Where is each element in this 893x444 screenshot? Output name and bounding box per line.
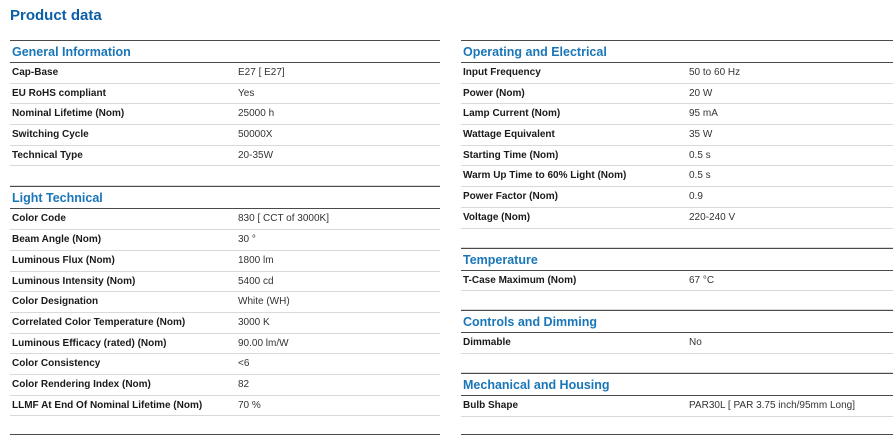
left-column <box>10 40 440 416</box>
spec-label: Color Code <box>12 213 66 225</box>
spec-value: 0.5 s <box>689 149 711 161</box>
spec-label: T-Case Maximum (Nom) <box>463 274 577 286</box>
spec-row-dimmable <box>461 333 893 354</box>
spec-label: Starting Time (Nom) <box>463 149 559 161</box>
spec-value: E27 [ E27] <box>238 67 285 78</box>
spec-value: 67 °C <box>689 274 715 286</box>
spec-row-luminous-flux <box>10 251 440 272</box>
spec-value: 25000 h <box>238 108 275 120</box>
spec-value: <6 <box>238 358 250 370</box>
spec-label: Correlated Color Temperature (Nom) <box>12 316 186 328</box>
spec-label: Switching Cycle <box>12 129 89 141</box>
spec-label: Nominal Lifetime (Nom) <box>12 108 125 120</box>
spacer <box>461 291 893 310</box>
spec-row-wattage-equivalent <box>461 125 893 146</box>
section-header: Controls and Dimming <box>461 310 893 333</box>
spec-row-switching-cycle <box>10 125 440 146</box>
spec-label: Luminous Flux (Nom) <box>12 254 115 266</box>
spec-row-color-designation <box>10 292 440 313</box>
spec-label: Technical Type <box>12 149 83 161</box>
spec-value: 70 % <box>238 399 261 411</box>
section-header: Operating and Electrical <box>461 40 893 63</box>
spec-row-color-consistency <box>10 354 440 375</box>
spec-row-beam-angle <box>10 230 440 251</box>
spec-label: Cap-Base <box>12 67 59 78</box>
spec-row-starting-time <box>461 146 893 167</box>
spec-row-cri <box>10 375 440 396</box>
spec-row-luminous-intensity <box>10 272 440 293</box>
spacer <box>461 354 893 373</box>
spec-value: 30 ° <box>238 234 256 246</box>
spec-value: 82 <box>238 378 250 390</box>
spec-row-technical-type <box>10 146 440 167</box>
spec-value: 5400 cd <box>238 275 274 287</box>
spec-label: Lamp Current (Nom) <box>463 108 561 120</box>
spec-value: 50000X <box>238 129 273 141</box>
section-header: Light Technical <box>10 186 440 209</box>
spec-value: No <box>689 337 702 349</box>
section-temperature <box>461 248 893 311</box>
bottom-rule-left <box>10 434 440 435</box>
spec-label: Bulb Shape <box>463 399 519 411</box>
spec-label: Wattage Equivalent <box>463 129 555 141</box>
spec-row-voltage <box>461 208 893 229</box>
spec-value: PAR30L [ PAR 3.75 inch/95mm Long] <box>689 399 856 411</box>
spec-value: 1800 lm <box>238 254 274 266</box>
section-general-information <box>10 40 440 186</box>
spec-row-power-factor <box>461 187 893 208</box>
spec-row-luminous-efficacy <box>10 334 440 355</box>
spec-label: Color Rendering Index (Nom) <box>12 378 151 390</box>
spec-label: Input Frequency <box>463 67 541 78</box>
right-column <box>461 40 893 417</box>
spec-value: 20-35W <box>238 149 274 161</box>
spec-value: 95 mA <box>689 108 718 120</box>
spec-value: 20 W <box>689 87 713 99</box>
spec-label: Beam Angle (Nom) <box>12 234 102 246</box>
spec-label: Dimmable <box>463 337 511 349</box>
spec-row-input-frequency <box>461 63 893 84</box>
section-header: General Information <box>10 40 440 63</box>
spec-value: Yes <box>238 87 255 99</box>
section-light-technical <box>10 186 440 416</box>
spec-label: Warm Up Time to 60% Light (Nom) <box>463 170 627 182</box>
section-operating-electrical <box>461 40 893 248</box>
spec-row-lamp-current <box>461 104 893 125</box>
spec-row-cap-base <box>10 63 440 84</box>
spacer <box>10 166 440 186</box>
spec-label: Color Consistency <box>12 358 101 370</box>
section-controls-dimming <box>461 310 893 373</box>
spec-value: 90.00 lm/W <box>238 337 289 349</box>
spec-row-color-code <box>10 209 440 230</box>
spec-value: 220-240 V <box>689 211 736 223</box>
spec-row-t-case-maximum <box>461 271 893 292</box>
spec-label: Voltage (Nom) <box>463 211 531 223</box>
spec-value: 0.5 s <box>689 170 711 182</box>
section-header: Mechanical and Housing <box>461 373 893 396</box>
spec-row-nominal-lifetime <box>10 104 440 125</box>
spec-value: 3000 K <box>238 316 270 328</box>
spec-row-warm-up-time <box>461 166 893 187</box>
spec-label: Power (Nom) <box>463 87 525 99</box>
spec-label: Color Designation <box>12 296 99 308</box>
section-header: Temperature <box>461 248 893 271</box>
spec-value: 830 [ CCT of 3000K] <box>238 213 329 225</box>
spec-label: EU RoHS compliant <box>12 87 106 99</box>
spec-row-power <box>461 84 893 105</box>
spacer <box>461 229 893 248</box>
spec-row-bulb-shape <box>461 396 893 417</box>
spec-label: LLMF At End Of Nominal Lifetime (Nom) <box>12 399 203 411</box>
spec-value: White (WH) <box>238 296 290 308</box>
spec-label: Luminous Intensity (Nom) <box>12 275 136 287</box>
bottom-rule-right <box>461 434 893 435</box>
spec-value: 35 W <box>689 129 713 141</box>
spec-label: Luminous Efficacy (rated) (Nom) <box>12 337 167 349</box>
spec-label: Power Factor (Nom) <box>463 191 559 203</box>
spec-row-cct <box>10 313 440 334</box>
section-mechanical-housing <box>461 373 893 417</box>
spec-row-llmf <box>10 396 440 417</box>
spec-value: 50 to 60 Hz <box>689 67 741 78</box>
spec-row-eu-rohs <box>10 84 440 105</box>
spec-value: 0.9 <box>689 191 703 203</box>
page-title: Product data <box>10 7 102 24</box>
